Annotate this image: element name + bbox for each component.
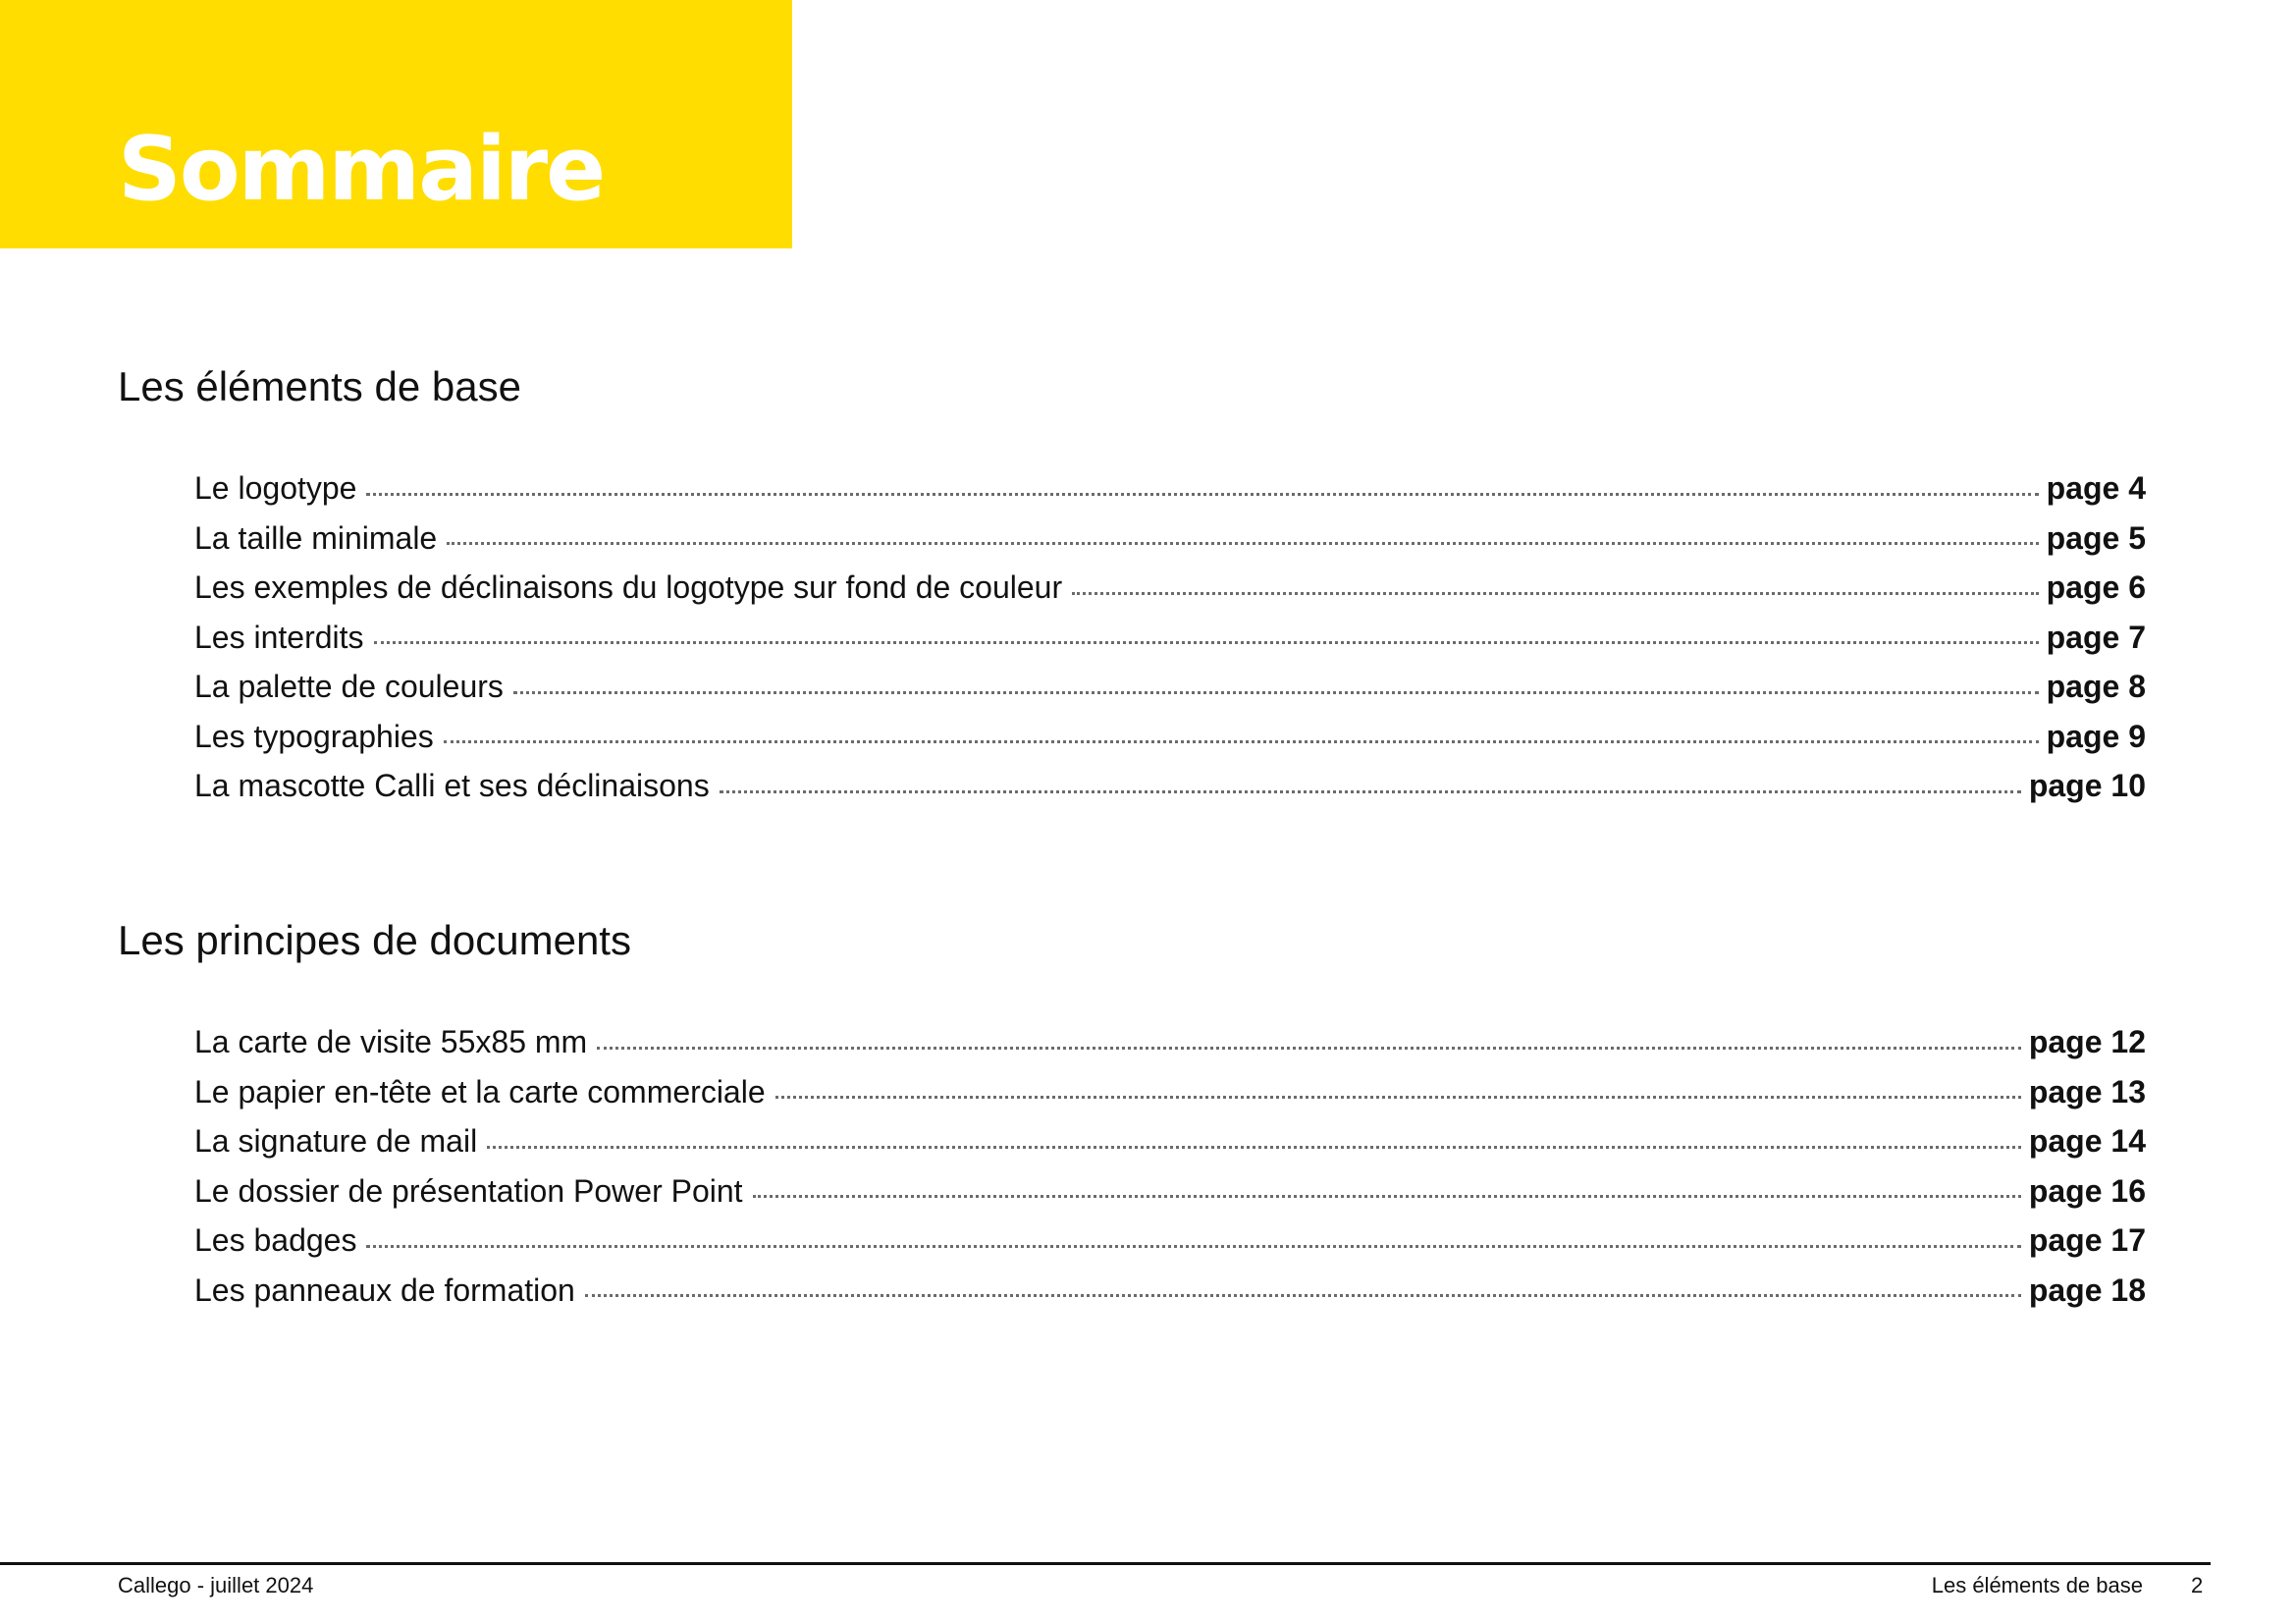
- toc-entry-label: Les exemples de déclinaisons du logotype sur fond de couleur: [194, 569, 1063, 605]
- dot-leader: [444, 740, 2039, 743]
- toc-entry-page: page 8: [2046, 669, 2146, 704]
- toc-entry-page: page 16: [2028, 1172, 2146, 1209]
- toc-entry-label: Les badges: [194, 1222, 357, 1258]
- toc-entry[interactable]: [194, 514, 2146, 564]
- dot-leader: [447, 542, 2038, 545]
- toc-entry-page: page 5: [2046, 519, 2146, 556]
- toc-entry[interactable]: [194, 761, 2146, 811]
- dot-leader: [366, 493, 2038, 496]
- footer-page-number: 2: [2191, 1573, 2204, 1597]
- toc-entry-label: Les panneaux de formation: [194, 1272, 575, 1308]
- toc-entry-label: La taille minimale: [194, 519, 438, 556]
- toc-entry[interactable]: [194, 1166, 2146, 1217]
- toc-entry-label: Le papier en-tête et la carte commerciale: [194, 1073, 766, 1110]
- toc-entry[interactable]: [194, 563, 2146, 613]
- toc-entry[interactable]: [194, 1216, 2146, 1266]
- toc-entry-page: page 17: [2028, 1222, 2146, 1258]
- toc-entry-page: page 14: [2028, 1123, 2146, 1159]
- toc-entry-label: Les interdits: [194, 619, 364, 655]
- toc-list-principes-de-documents: [194, 1017, 2146, 1315]
- dot-leader: [1072, 592, 2039, 595]
- toc-entry[interactable]: [194, 1266, 2146, 1316]
- section-heading-principes-de-documents: Les principes de documents: [118, 917, 631, 963]
- toc-entry-label: La carte de visite 55x85 mm: [194, 1024, 588, 1059]
- dot-leader: [487, 1146, 2021, 1149]
- dot-leader: [366, 1245, 2020, 1248]
- toc-entry-page: page 13: [2028, 1073, 2146, 1110]
- dot-leader: [585, 1294, 2021, 1297]
- dot-leader: [775, 1096, 2021, 1099]
- dot-leader: [374, 641, 2039, 644]
- toc-list-elements-de-base: [194, 463, 2146, 811]
- toc-entry-label: La mascotte Calli et ses déclinaisons: [194, 768, 710, 803]
- toc-entry-page: page 9: [2046, 718, 2146, 754]
- toc-entry-page: page 12: [2028, 1024, 2146, 1059]
- toc-entry-label: Le dossier de présentation Power Point: [194, 1172, 743, 1209]
- dot-leader: [720, 790, 2021, 793]
- toc-entry[interactable]: [194, 662, 2146, 712]
- toc-entry[interactable]: [194, 712, 2146, 762]
- toc-entry-page: page 6: [2046, 569, 2146, 605]
- dot-leader: [753, 1195, 2021, 1198]
- toc-entry-label: La palette de couleurs: [194, 669, 504, 704]
- toc-entry-label: Les typographies: [194, 718, 434, 754]
- toc-entry-page: page 18: [2028, 1272, 2146, 1308]
- toc-entry-page: page 7: [2046, 619, 2146, 655]
- toc-entry-page: page 10: [2028, 768, 2146, 803]
- footer-divider: [0, 1562, 2211, 1565]
- dot-leader: [513, 691, 2039, 694]
- page-title: Sommaire: [118, 118, 605, 221]
- section-heading-elements-de-base: Les éléments de base: [118, 363, 521, 409]
- toc-entry-label: Le logotype: [194, 470, 357, 506]
- toc-entry[interactable]: [194, 463, 2146, 514]
- dot-leader: [597, 1047, 2021, 1050]
- toc-entry-label: La signature de mail: [194, 1123, 478, 1159]
- toc-entry[interactable]: [194, 613, 2146, 663]
- title-band: [0, 0, 792, 248]
- toc-entry[interactable]: [194, 1116, 2146, 1166]
- footer-document-info: Callego - juillet 2024: [118, 1573, 314, 1597]
- footer-section-name: Les éléments de base: [1931, 1573, 2143, 1597]
- toc-entry[interactable]: [194, 1067, 2146, 1117]
- toc-entry-page: page 4: [2046, 470, 2146, 506]
- toc-entry[interactable]: [194, 1017, 2146, 1067]
